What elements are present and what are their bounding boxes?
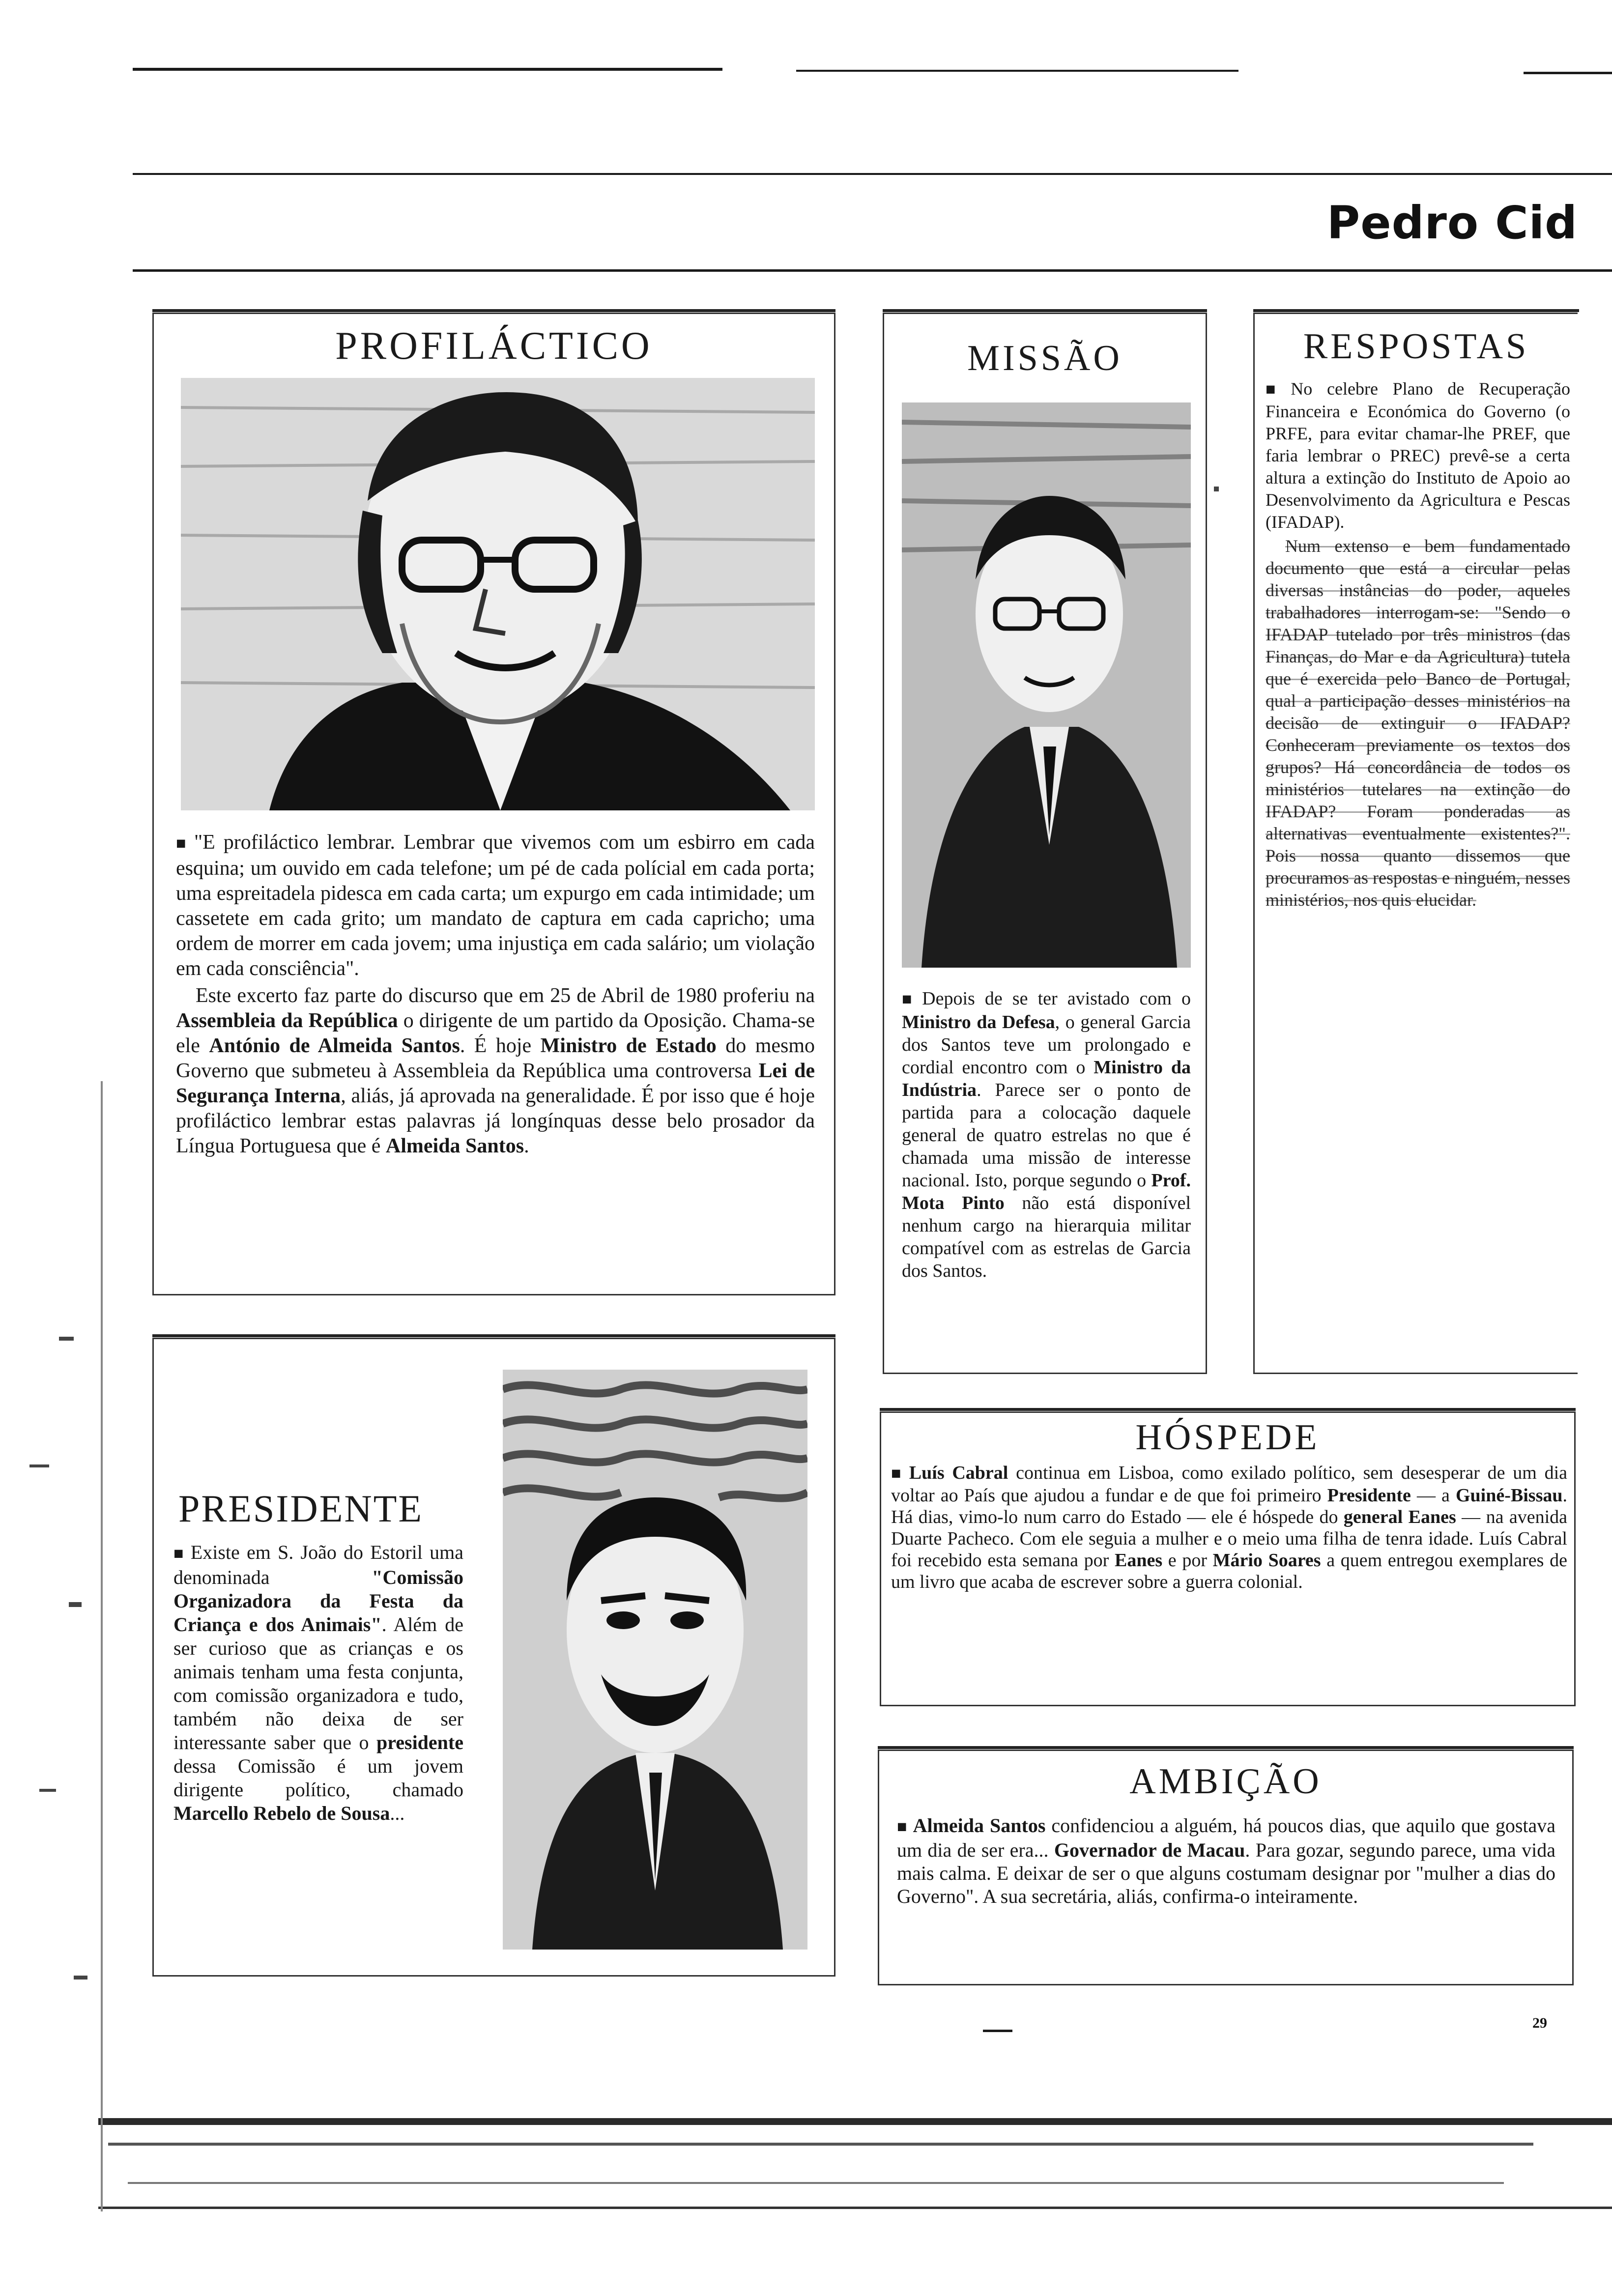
bottom-scan-band-2 xyxy=(108,2143,1533,2146)
text-run: Existe em S. João do Estoril uma denominada xyxy=(173,1541,463,1588)
bold-run: Lei de Segurança Interna xyxy=(176,1060,815,1107)
text-run: o dirigente de um partido da Oposição. Chama-se ele xyxy=(176,1009,815,1057)
scan-mark xyxy=(983,2030,1012,2032)
bold-run: Eanes xyxy=(1115,1550,1163,1571)
text-run: , aliás, já aprovada na generalidade. É por isso que é hoje profiláctico lembrar estas palavras já longínquas desse belo prosador da Língua Portuguesa que é xyxy=(176,1085,815,1157)
text-run: ... xyxy=(390,1802,405,1824)
text-run: e por xyxy=(1162,1550,1213,1571)
body-respostas xyxy=(1266,378,1570,913)
bold-run: Presidente xyxy=(1327,1485,1411,1506)
bullet-square-icon: ■ xyxy=(897,1818,908,1836)
box-top-rule xyxy=(152,309,835,312)
article-missao xyxy=(883,313,1207,1374)
bullet-square-icon: ■ xyxy=(1266,380,1286,399)
text-run: . Para gozar, segundo parece, uma vida mais calma. E deixar de ser o que alguns costumam designar por "mulher a dias do Governo". A sua secretária, aliás, confirma-o inteiramente. xyxy=(897,1839,1555,1907)
box-top-rule xyxy=(883,309,1207,312)
left-margin-line xyxy=(101,1081,103,2211)
bottom-scan-band-3 xyxy=(128,2182,1504,2184)
box-top-rule xyxy=(880,1408,1576,1411)
box-top-rule xyxy=(878,1746,1574,1749)
headline-presidente: PRESIDENTE xyxy=(178,1487,423,1530)
header-rule-top xyxy=(133,173,1612,175)
text-run: do mesmo Governo que submeteu à Assembleia da República uma controversa xyxy=(176,1034,815,1082)
bullet-square-icon: ■ xyxy=(173,1545,186,1563)
bold-run: Luís Cabral xyxy=(909,1463,1008,1483)
scan-speck xyxy=(69,1602,82,1607)
bold-run: presidente xyxy=(376,1731,463,1753)
scan-speck xyxy=(39,1789,56,1792)
text-run: . Além de ser curioso que as crianças e os animais tenham uma festa conjunta, com comissão organizadora e tudo, também não deixa de ser interessante saber que o xyxy=(173,1613,463,1753)
text-run: confidenciou a alguém, há poucos dias, que aquilo que gostava um dia de ser era... xyxy=(897,1814,1556,1861)
bold-run: Guiné-Bissau xyxy=(1455,1485,1563,1506)
bold-run: Marcello Rebelo de Sousa xyxy=(173,1802,390,1824)
text-run: não está disponível nenhum cargo na hierarquia militar compatível com as estrelas de Garcia dos Santos. xyxy=(902,1193,1191,1281)
body-hospede xyxy=(891,1462,1567,1595)
box-top-rule xyxy=(1253,309,1579,312)
text-run: . xyxy=(524,1135,529,1157)
bold-run: "Comissão Organizadora da Festa da Criança e dos Animais" xyxy=(173,1566,463,1636)
body-presidente xyxy=(173,1541,463,1827)
text-run: No celebre Plano de Recuperação Financeira e Económica do Governo (o PRFE, para evitar chamar-lhe PREF, que faria lembrar o PREC) prevê-se a certa altura a extinção do Instituto de Apoio ao Desenvolvimento da Agricultura e Pescas (IFADAP). xyxy=(1266,379,1570,532)
bottom-rule xyxy=(98,2207,1612,2209)
bottom-scan-band xyxy=(98,2118,1612,2125)
top-scan-line-3 xyxy=(1524,72,1612,74)
bold-run: Assembleia da República xyxy=(176,1009,398,1032)
quote-paragraph: "E profiláctico lembrar. Lembrar que vivemos com um esbirro em cada esquina; um ouvido em cada telefone; um pé de cada polícial em cada porta; uma espreitadela pidesca em cada carta; um expurgo em cada intimidade; um cassetete em cada grito; um mandato de captura em cada capricho; uma ordem de morrer em cada jovem; uma injustiça em cada salário; um violação em cada consciência". xyxy=(176,831,815,980)
text-run: . É hoje xyxy=(460,1034,541,1057)
body-profilactico xyxy=(176,830,815,1161)
headline-missao: MISSÃO xyxy=(967,338,1123,378)
body-ambicao xyxy=(897,1814,1555,1910)
text-run: — a xyxy=(1410,1485,1456,1506)
text-run: continua em Lisboa, como exilado político, sem desesperar de um dia voltar ao País que ajudou a fundar e de que foi primeiro xyxy=(891,1463,1567,1506)
bullet-square-icon: ■ xyxy=(176,834,189,853)
headline-hospede: HÓSPEDE xyxy=(1135,1417,1320,1458)
bold-run: Ministro da Defesa xyxy=(902,1012,1055,1033)
article-respostas xyxy=(1253,313,1578,1374)
text-run: . Parece ser o ponto de partida para a colocação daquele general de quatro estrelas no que é chamada uma missão de interesse nacional. Isto, porque segundo o xyxy=(902,1080,1191,1191)
headline-profilactico: PROFILÁCTICO xyxy=(335,324,653,368)
top-scan-line-1 xyxy=(133,68,722,71)
bullet-square-icon: ■ xyxy=(902,990,918,1008)
bold-run: António de Almeida Santos xyxy=(209,1034,460,1057)
bold-run: Governador de Macau xyxy=(1054,1839,1245,1861)
text-run: — na avenida Duarte Pacheco. Com ele seguia a mulher e o meio uma filha de tenra idade. Luís Cabral foi recebido esta semana por xyxy=(891,1507,1568,1571)
bold-run: Ministro de Estado xyxy=(540,1034,717,1057)
author-name: Pedro Cid xyxy=(1326,197,1578,249)
article-hospede xyxy=(880,1411,1576,1706)
body-missao xyxy=(902,987,1191,1284)
box-top-rule xyxy=(152,1334,835,1337)
smudged-paragraph: Num extenso e bem fundamentado documento que está a circular pelas diversas instâncias do poder, aqueles trabalhadores interrogam-se: "Sendo o IFADAP tutelado por três ministros (das Finanças, do Mar e da Agricultura) tutela que é exercida pelo Banco de Portugal, qual a participação desses ministérios na decisão de extinguir o IFADAP? Conheceram previamente os textos dos grupos? Há concordância de todos os ministérios tutelares na extinção do IFADAP? Foram ponderadas as alternativas eventualmente existentes?". Pois nossa quanto dissemos que procuramos as respostas e ninguém, nesses ministérios, nos quis elucidar. xyxy=(1266,536,1570,910)
scan-speck xyxy=(1214,487,1219,491)
headline-ambicao: AMBIÇÃO xyxy=(1129,1761,1322,1802)
portrait-photo-presidente xyxy=(503,1370,807,1950)
text-run: , o general Garcia dos Santos teve um prolongado e cordial encontro com o xyxy=(902,1012,1191,1078)
text-run: . Há dias, vimo-lo num carro do Estado — ele é hóspede do xyxy=(891,1485,1567,1527)
bold-run: Prof. Mota Pinto xyxy=(902,1170,1191,1213)
article-presidente xyxy=(152,1338,835,1977)
page-number: 29 xyxy=(1532,2015,1547,2031)
bold-run: Almeida Santos xyxy=(385,1135,524,1157)
article-profilactico xyxy=(152,313,835,1295)
text-run: Depois de se ter avistado com o xyxy=(922,988,1191,1009)
header-rule-bottom xyxy=(133,269,1612,272)
scan-speck xyxy=(59,1337,74,1341)
portrait-photo-profilactico xyxy=(181,378,815,810)
bold-run: Mário Soares xyxy=(1212,1550,1321,1571)
top-scan-line-2 xyxy=(796,70,1238,72)
bold-run: general Eanes xyxy=(1343,1507,1456,1527)
text-run: Este excerto faz parte do discurso que em 25 de Abril de 1980 proferiu na xyxy=(196,984,815,1007)
bullet-square-icon: ■ xyxy=(891,1464,904,1483)
text-run: dessa Comissão é um jovem dirigente político, chamado xyxy=(173,1755,463,1801)
article-ambicao xyxy=(878,1750,1574,1985)
scan-speck xyxy=(74,1976,87,1980)
headline-respostas: RESPOSTAS xyxy=(1303,326,1529,367)
text-run: a quem entregou exemplares de um livro que acaba de escrever sobre a guerra colonial. xyxy=(891,1550,1567,1592)
bold-run: Ministro da Indústria xyxy=(902,1057,1191,1100)
scan-speck xyxy=(29,1464,49,1467)
portrait-photo-missao xyxy=(902,402,1191,968)
bold-run: Almeida Santos xyxy=(913,1814,1046,1837)
